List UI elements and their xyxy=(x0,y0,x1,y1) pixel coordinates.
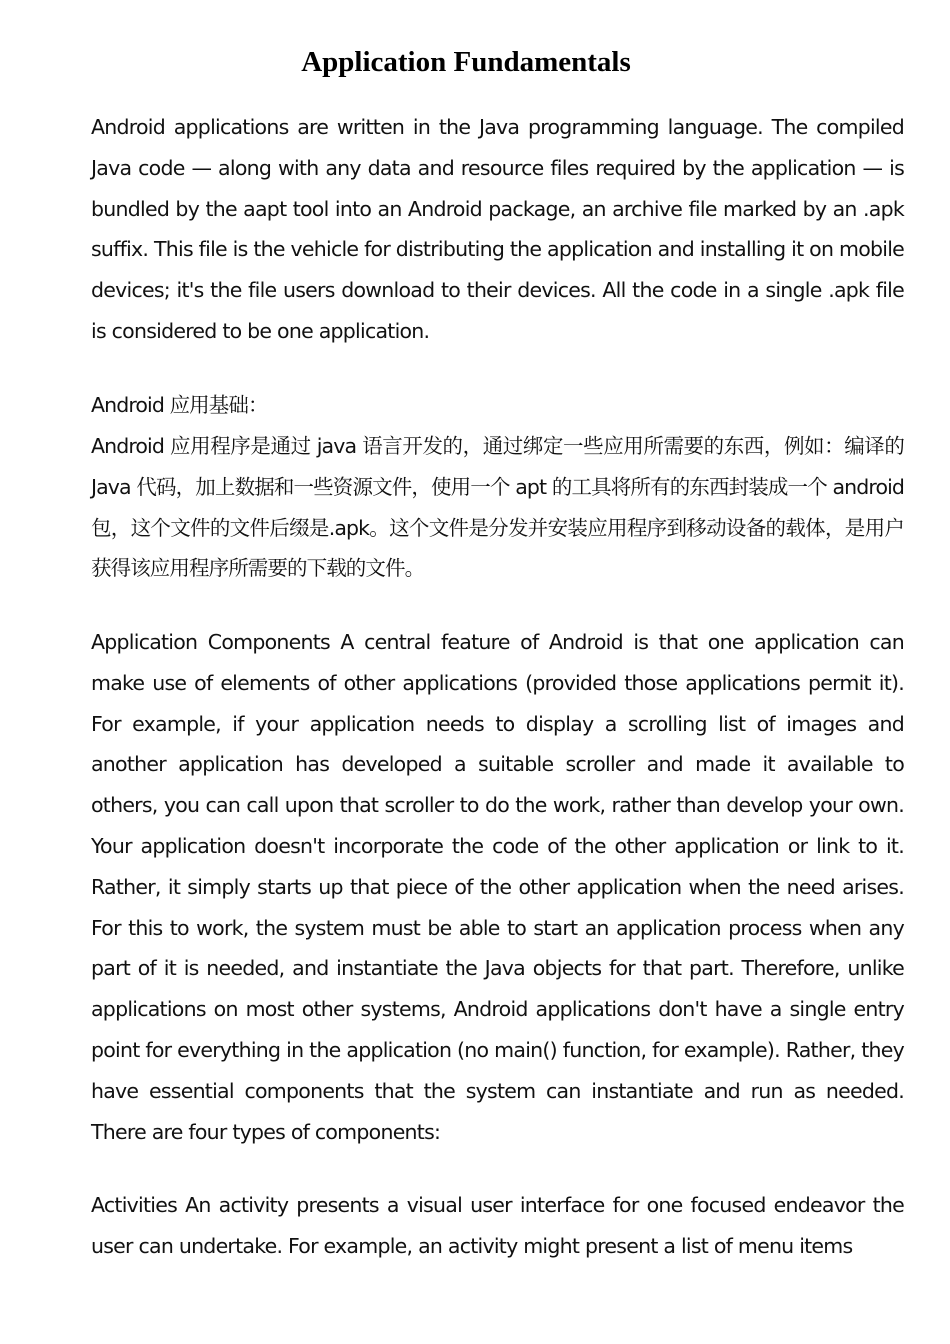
paragraph-application-components: Application Components A central feature of Android is that one application can make use of elements of other applications (provided those applications permit it). For example, if your application needs to display a scrolling list of images and another application has developed a suitable scroller and made it available to others, you can call upon that scroller to do the work, rather than develop your own. Your application doesn't incorporate the code of the other application or link to it. Rather, it simply starts up that piece of the other application when the need arises. For this to work, the system must be able to start an application process when any part of it is needed, and instantiate the Java objects for that part. Therefore, unlike applications on most other systems, Android applications don't have a single entry point for everything in the application (no main() function, for example). Rather, they have essential components that the system can instantiate and run as needed. There are four types of components: xyxy=(91,630,904,1144)
page-title: Application Fundamentals xyxy=(301,46,631,78)
paragraph-activities: Activities An activity presents a visual user interface for one focused endeavor the user can undertake. For example, an activity might present a list of menu items xyxy=(91,1193,904,1258)
paragraph-intro-cn: Android 应用程序是通过 java 语言开发的，通过绑定一些应用所需要的东西，例如：编译的 Java 代码，加上数据和一些资源文件，使用一个 apt 的工具将所有的东西封装成一个 android 包，这个文件的文件后缀是.apk。这个文件是分发并安装应用程序到移动设备的载体，是用户获得该应用程序所需要的下载的文件。 xyxy=(91,434,904,581)
paragraph-intro-en: Android applications are written in the Java programming language. The compiled Java code — along with any data and resource files required by the application — is bundled by the aapt tool into an Android package, an archive file marked by an .apk suffix. This file is the vehicle for distributing the application and installing it on mobile devices; it's the file users download to their devices. All the code in a single .apk file is considered to be one application. xyxy=(91,115,904,343)
paragraph-cn-heading: Android 应用基础： xyxy=(91,393,268,417)
